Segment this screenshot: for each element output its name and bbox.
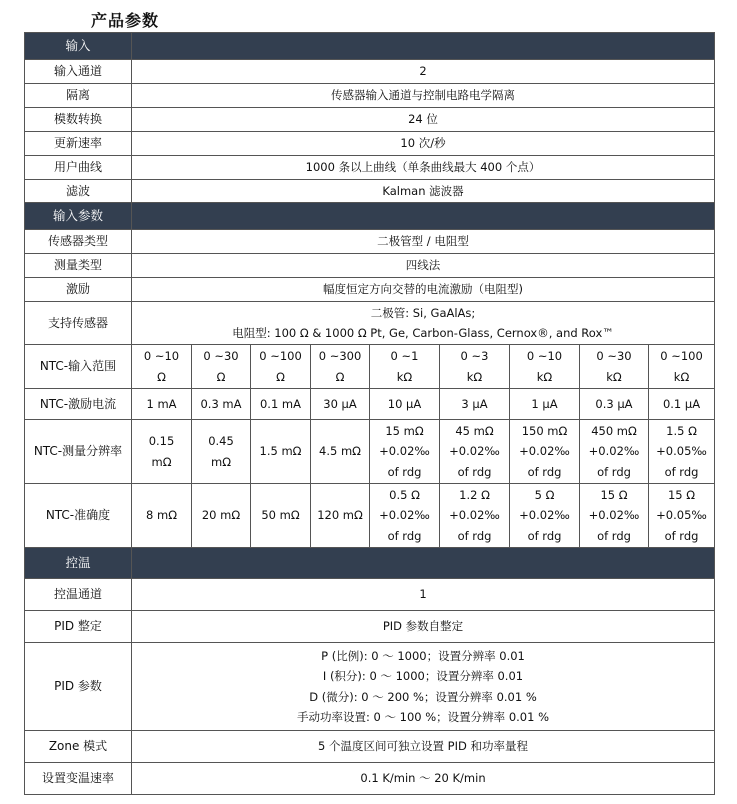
row-value (132, 643, 715, 731)
ntc-range-row (25, 345, 715, 389)
table-row (25, 84, 715, 108)
cell-line: Ω (276, 369, 285, 384)
table-row (25, 611, 715, 643)
row-label: 用户曲线 (25, 156, 132, 180)
ntc-cell (440, 345, 510, 389)
ntc-cell (192, 345, 251, 389)
row-label: NTC-激励电流 (25, 389, 132, 420)
row-label: 设置变温速率 (25, 763, 132, 795)
ntc-cell (510, 484, 580, 548)
section-temp-control (25, 548, 715, 579)
cell-line: mΩ (211, 454, 231, 469)
cell-line: 50 mΩ (261, 508, 300, 523)
spec-table (24, 32, 715, 795)
row-value: Kalman 滤波器 (132, 180, 715, 203)
cell-line: 0.15 (148, 434, 175, 448)
cell-line: +0.02‰ (449, 444, 500, 459)
ntc-cell: 0.1 μA (649, 389, 715, 420)
cell-line: 0.5 Ω (389, 487, 420, 502)
cell-line: P (比例): 0 ～ 1000；设置分辨率 0.01 (321, 648, 525, 663)
cell-line: 二极管: Si, GaAlAs; (370, 305, 476, 320)
section-label: 输入参数 (25, 203, 132, 230)
cell-line: of rdg (457, 528, 492, 543)
cell-line: +0.05‰ (656, 444, 707, 459)
cell-line: 0 ~100 (660, 349, 703, 363)
cell-line: 1.5 Ω (666, 423, 697, 438)
cell-line: 1.5 mΩ (259, 444, 302, 459)
row-value: PID 参数自整定 (132, 611, 715, 643)
ntc-cell (251, 484, 311, 548)
cell-line: 0 ~30 (203, 349, 239, 363)
ntc-cell: 0.3 mA (192, 389, 251, 420)
ntc-cell (311, 345, 370, 389)
cell-line: 120 mΩ (317, 508, 363, 523)
cell-line: +0.02‰ (588, 508, 640, 523)
section-filler (132, 548, 715, 579)
row-label: Zone 模式 (25, 731, 132, 763)
ntc-cell (192, 484, 251, 548)
cell-line: 1.2 Ω (459, 487, 490, 502)
row-label: NTC-输入范围 (25, 345, 132, 389)
ntc-cell (132, 484, 192, 548)
section-filler (132, 33, 715, 60)
ntc-cell (580, 420, 649, 484)
row-label: 测量类型 (25, 254, 132, 278)
cell-line: 0 ~10 (143, 349, 180, 363)
ntc-cell (251, 420, 311, 484)
table-row (25, 763, 715, 795)
ntc-cell (440, 484, 510, 548)
ntc-cell (311, 484, 370, 548)
cell-line: 手动功率设置: 0 ～ 100 %；设置分辨率 0.01 % (296, 710, 550, 724)
cell-line: 15 Ω (667, 487, 696, 502)
cell-line: of rdg (457, 464, 492, 479)
row-value: 0.1 K/min ～ 20 K/min (132, 763, 715, 795)
cell-line: 电阻型: 100 Ω & 1000 Ω Pt, Ge, Carbon-Glass, Cernox®, and Rox™ (232, 326, 614, 340)
ntc-cell (132, 420, 192, 484)
ntc-cell (510, 420, 580, 484)
ntc-cell (370, 345, 440, 389)
ntc-cell: 1 μA (510, 389, 580, 420)
cell-line: 0 ~10 (526, 349, 563, 363)
ntc-cell: 3 μA (440, 389, 510, 420)
section-label: 控温 (25, 548, 132, 579)
page-title: 产品参数 (91, 11, 160, 30)
cell-line: +0.02‰ (588, 444, 640, 459)
row-label: NTC-准确度 (25, 484, 132, 548)
cell-line: 150 mΩ (521, 423, 568, 438)
ntc-cell (580, 484, 649, 548)
ntc-cell (649, 345, 715, 389)
row-value: 10 次/秒 (132, 132, 715, 156)
row-value: 1 (132, 579, 715, 611)
cell-line: of rdg (664, 528, 699, 543)
row-value (132, 302, 715, 345)
cell-line: 0 ~3 (460, 349, 489, 363)
row-value: 二极管型 / 电阻型 (132, 230, 715, 254)
cell-line: 450 mΩ (591, 423, 637, 438)
ntc-cell (192, 420, 251, 484)
table-row (25, 579, 715, 611)
ntc-cell (311, 420, 370, 484)
ntc-resolution-row (25, 420, 715, 484)
ntc-cell: 1 mA (132, 389, 192, 420)
cell-line: of rdg (597, 528, 631, 543)
cell-line: of rdg (527, 528, 562, 543)
row-label: 控温通道 (25, 579, 132, 611)
table-row (25, 180, 715, 203)
cell-line: mΩ (151, 454, 172, 469)
table-row (25, 278, 715, 302)
row-label: 激励 (25, 278, 132, 302)
cell-line: +0.02‰ (379, 444, 430, 459)
cell-line: kΩ (673, 369, 690, 384)
cell-line: 0 ~300 (318, 349, 362, 363)
cell-line: 0 ~100 (259, 349, 302, 363)
row-label: PID 参数 (25, 643, 132, 731)
ntc-cell: 0.1 mA (251, 389, 311, 420)
cell-line: 15 Ω (600, 487, 628, 502)
row-value: 1000 条以上曲线（单条曲线最大 400 个点） (132, 156, 715, 180)
cell-line: 4.5 mΩ (319, 444, 361, 459)
table-row (25, 254, 715, 278)
cell-line: 0.45 (208, 434, 234, 448)
cell-line: 45 mΩ (455, 423, 494, 438)
cell-line: kΩ (396, 369, 413, 384)
ntc-cell (649, 484, 715, 548)
ntc-cell: 30 μA (311, 389, 370, 420)
row-label: 隔离 (25, 84, 132, 108)
row-value: 四线法 (132, 254, 715, 278)
cell-line: Ω (157, 369, 166, 384)
row-label: 传感器类型 (25, 230, 132, 254)
cell-line: I (积分): 0 ～ 1000；设置分辨率 0.01 (322, 669, 524, 683)
row-label: PID 整定 (25, 611, 132, 643)
ntc-accuracy-row (25, 484, 715, 548)
table-row (25, 132, 715, 156)
cell-line: of rdg (597, 464, 631, 479)
row-label: 更新速率 (25, 132, 132, 156)
cell-line: +0.02‰ (519, 508, 570, 523)
row-value: 5 个温度区间可独立设置 PID 和功率量程 (132, 731, 715, 763)
ntc-cell: 0.3 μA (580, 389, 649, 420)
row-value: 幅度恒定方向交替的电流激励（电阻型) (132, 278, 715, 302)
row-value: 2 (132, 60, 715, 84)
table-row (25, 230, 715, 254)
row-label: 输入通道 (25, 60, 132, 84)
row-label: 模数转换 (25, 108, 132, 132)
table-row (25, 731, 715, 763)
row-label: 支持传感器 (25, 302, 132, 345)
cell-line: of rdg (664, 464, 699, 479)
cell-line: 0 ~30 (596, 349, 632, 363)
cell-line: of rdg (387, 528, 422, 543)
cell-line: 0 ~1 (390, 349, 419, 363)
cell-line: Ω (216, 369, 226, 384)
ntc-cell (370, 484, 440, 548)
cell-line: kΩ (606, 369, 622, 384)
ntc-current-row (25, 389, 715, 420)
section-filler (132, 203, 715, 230)
cell-line: Ω (335, 369, 345, 384)
cell-line: of rdg (387, 464, 422, 479)
cell-line: +0.02‰ (379, 508, 430, 523)
row-label: NTC-测量分辨率 (25, 420, 132, 484)
section-label: 输入 (25, 33, 132, 60)
row-value: 24 位 (132, 108, 715, 132)
ntc-cell (580, 345, 649, 389)
cell-line: D (微分): 0 ～ 200 %；设置分辨率 0.01 % (309, 689, 537, 704)
cell-line: 20 mΩ (201, 508, 241, 523)
cell-line: kΩ (536, 369, 553, 384)
table-row (25, 108, 715, 132)
row-label: 滤波 (25, 180, 132, 203)
cell-line: 8 mΩ (146, 508, 177, 523)
row-value: 传感器输入通道与控制电路电学隔离 (132, 84, 715, 108)
cell-line: +0.02‰ (519, 444, 570, 459)
section-input-params (25, 203, 715, 230)
cell-line: +0.02‰ (449, 508, 500, 523)
pid-params-row (25, 643, 715, 731)
ntc-cell (440, 420, 510, 484)
ntc-cell: 10 μA (370, 389, 440, 420)
cell-line: +0.05‰ (656, 508, 707, 523)
table-row (25, 60, 715, 84)
supported-sensors-row (25, 302, 715, 345)
ntc-cell (510, 345, 580, 389)
ntc-cell (251, 345, 311, 389)
ntc-cell (132, 345, 192, 389)
cell-line: kΩ (466, 369, 483, 384)
cell-line: 15 mΩ (385, 423, 424, 438)
cell-line: of rdg (527, 464, 562, 479)
ntc-cell (649, 420, 715, 484)
cell-line: 5 Ω (534, 487, 555, 502)
ntc-cell (370, 420, 440, 484)
table-row (25, 156, 715, 180)
section-input (25, 33, 715, 60)
